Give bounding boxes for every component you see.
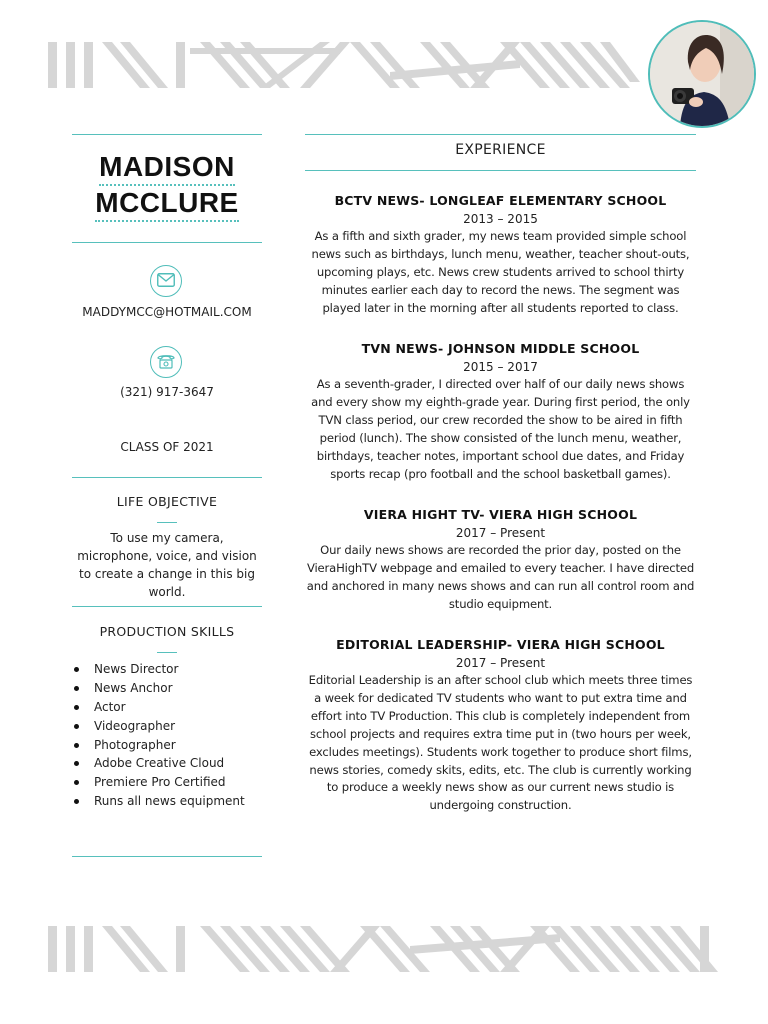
divider [72, 477, 262, 478]
job-years: 2013 – 2015 [463, 212, 538, 226]
skill-item: News Anchor [72, 679, 272, 698]
skill-item: Runs all news equipment [72, 792, 272, 811]
job-title: VIERA HIGHT TV- VIERA HIGH SCHOOL [363, 507, 638, 522]
skill-item: Adobe Creative Cloud [72, 754, 272, 773]
divider [72, 606, 262, 607]
life-objective-heading: LIFE OBJECTIVE [116, 494, 218, 509]
divider [305, 170, 696, 171]
experience-entry [305, 340, 696, 483]
job-description: Editorial Leadership is an after school club which meets three times a week for dedicated TV students who want to put extra time and effort into TV Production. This club is completely independent from school projects and requires extra time put in (two hours per week, excludes meetings). Students work together to produce short films, news stories, comedy skits, edits, etc. The club is currently working to produce a weekly news show as our current news studio is undergoing construction. [308, 673, 693, 813]
skill-item: Videographer [72, 717, 272, 736]
email-address[interactable]: MADDYMCC@HOTMAIL.COM [82, 305, 252, 319]
heading-underline [157, 522, 177, 523]
skill-item: News Director [72, 660, 272, 679]
job-title: TVN NEWS- JOHNSON MIDDLE SCHOOL [361, 341, 640, 356]
heading-underline [157, 652, 177, 653]
experience-entry [305, 636, 696, 815]
divider [72, 134, 262, 135]
decorative-stripe-band-bottom [0, 926, 768, 972]
name-line-last: MCCLURE [95, 186, 239, 222]
envelope-icon [150, 265, 182, 297]
experience-entry [305, 192, 696, 318]
production-skills-list [72, 660, 272, 811]
profile-photo [648, 20, 756, 128]
divider [72, 856, 262, 857]
skill-item: Actor [72, 698, 272, 717]
experience-heading: EXPERIENCE [455, 142, 546, 158]
phone-number: (321) 917-3647 [120, 385, 214, 399]
skill-item: Photographer [72, 736, 272, 755]
divider [305, 134, 696, 135]
job-title: BCTV NEWS- LONGLEAF ELEMENTARY SCHOOL [334, 193, 667, 208]
production-skills-heading: PRODUCTION SKILLS [99, 624, 235, 639]
job-years: 2017 – Present [455, 656, 546, 670]
skill-item: Premiere Pro Certified [72, 773, 272, 792]
telephone-icon [150, 346, 182, 378]
job-years: 2015 – 2017 [463, 360, 538, 374]
job-description: Our daily news shows are recorded the prior day, posted on the VieraHighTV webpage and emailed to every teacher. I have directed and anchored in many news shows and can run all control room and studio equipment. [306, 543, 695, 611]
job-description: As a fifth and sixth grader, my news team provided simple school news such as birthdays, lunch menu, weather, teacher shout-outs, upcoming plays, etc. News crew students arrived to school thirty minutes earlier each day to record the news. The segment was played later in the morning after all students reported to class. [311, 229, 690, 315]
graduation-class: CLASS OF 2021 [120, 440, 214, 454]
divider [72, 242, 262, 243]
experience-entry [305, 506, 696, 614]
candidate-name [72, 150, 262, 222]
job-description: As a seventh-grader, I directed over half of our daily news shows and every show my eighth-grade year. During first period, the only TVN class period, our crew recorded the show to be aired in fifth period (lunch). The show consisted of the lunch menu, weather, birthdays, teacher notes, important school due dates, and Friday sports recap (pro football and the school basketball games). [311, 377, 690, 481]
job-years: 2017 – Present [455, 526, 546, 540]
job-title: EDITORIAL LEADERSHIP- VIERA HIGH SCHOOL [336, 637, 665, 652]
life-objective-text: To use my camera, microphone, voice, and vision to create a change in this big world. [77, 531, 257, 599]
name-line-first: MADISON [99, 150, 235, 186]
